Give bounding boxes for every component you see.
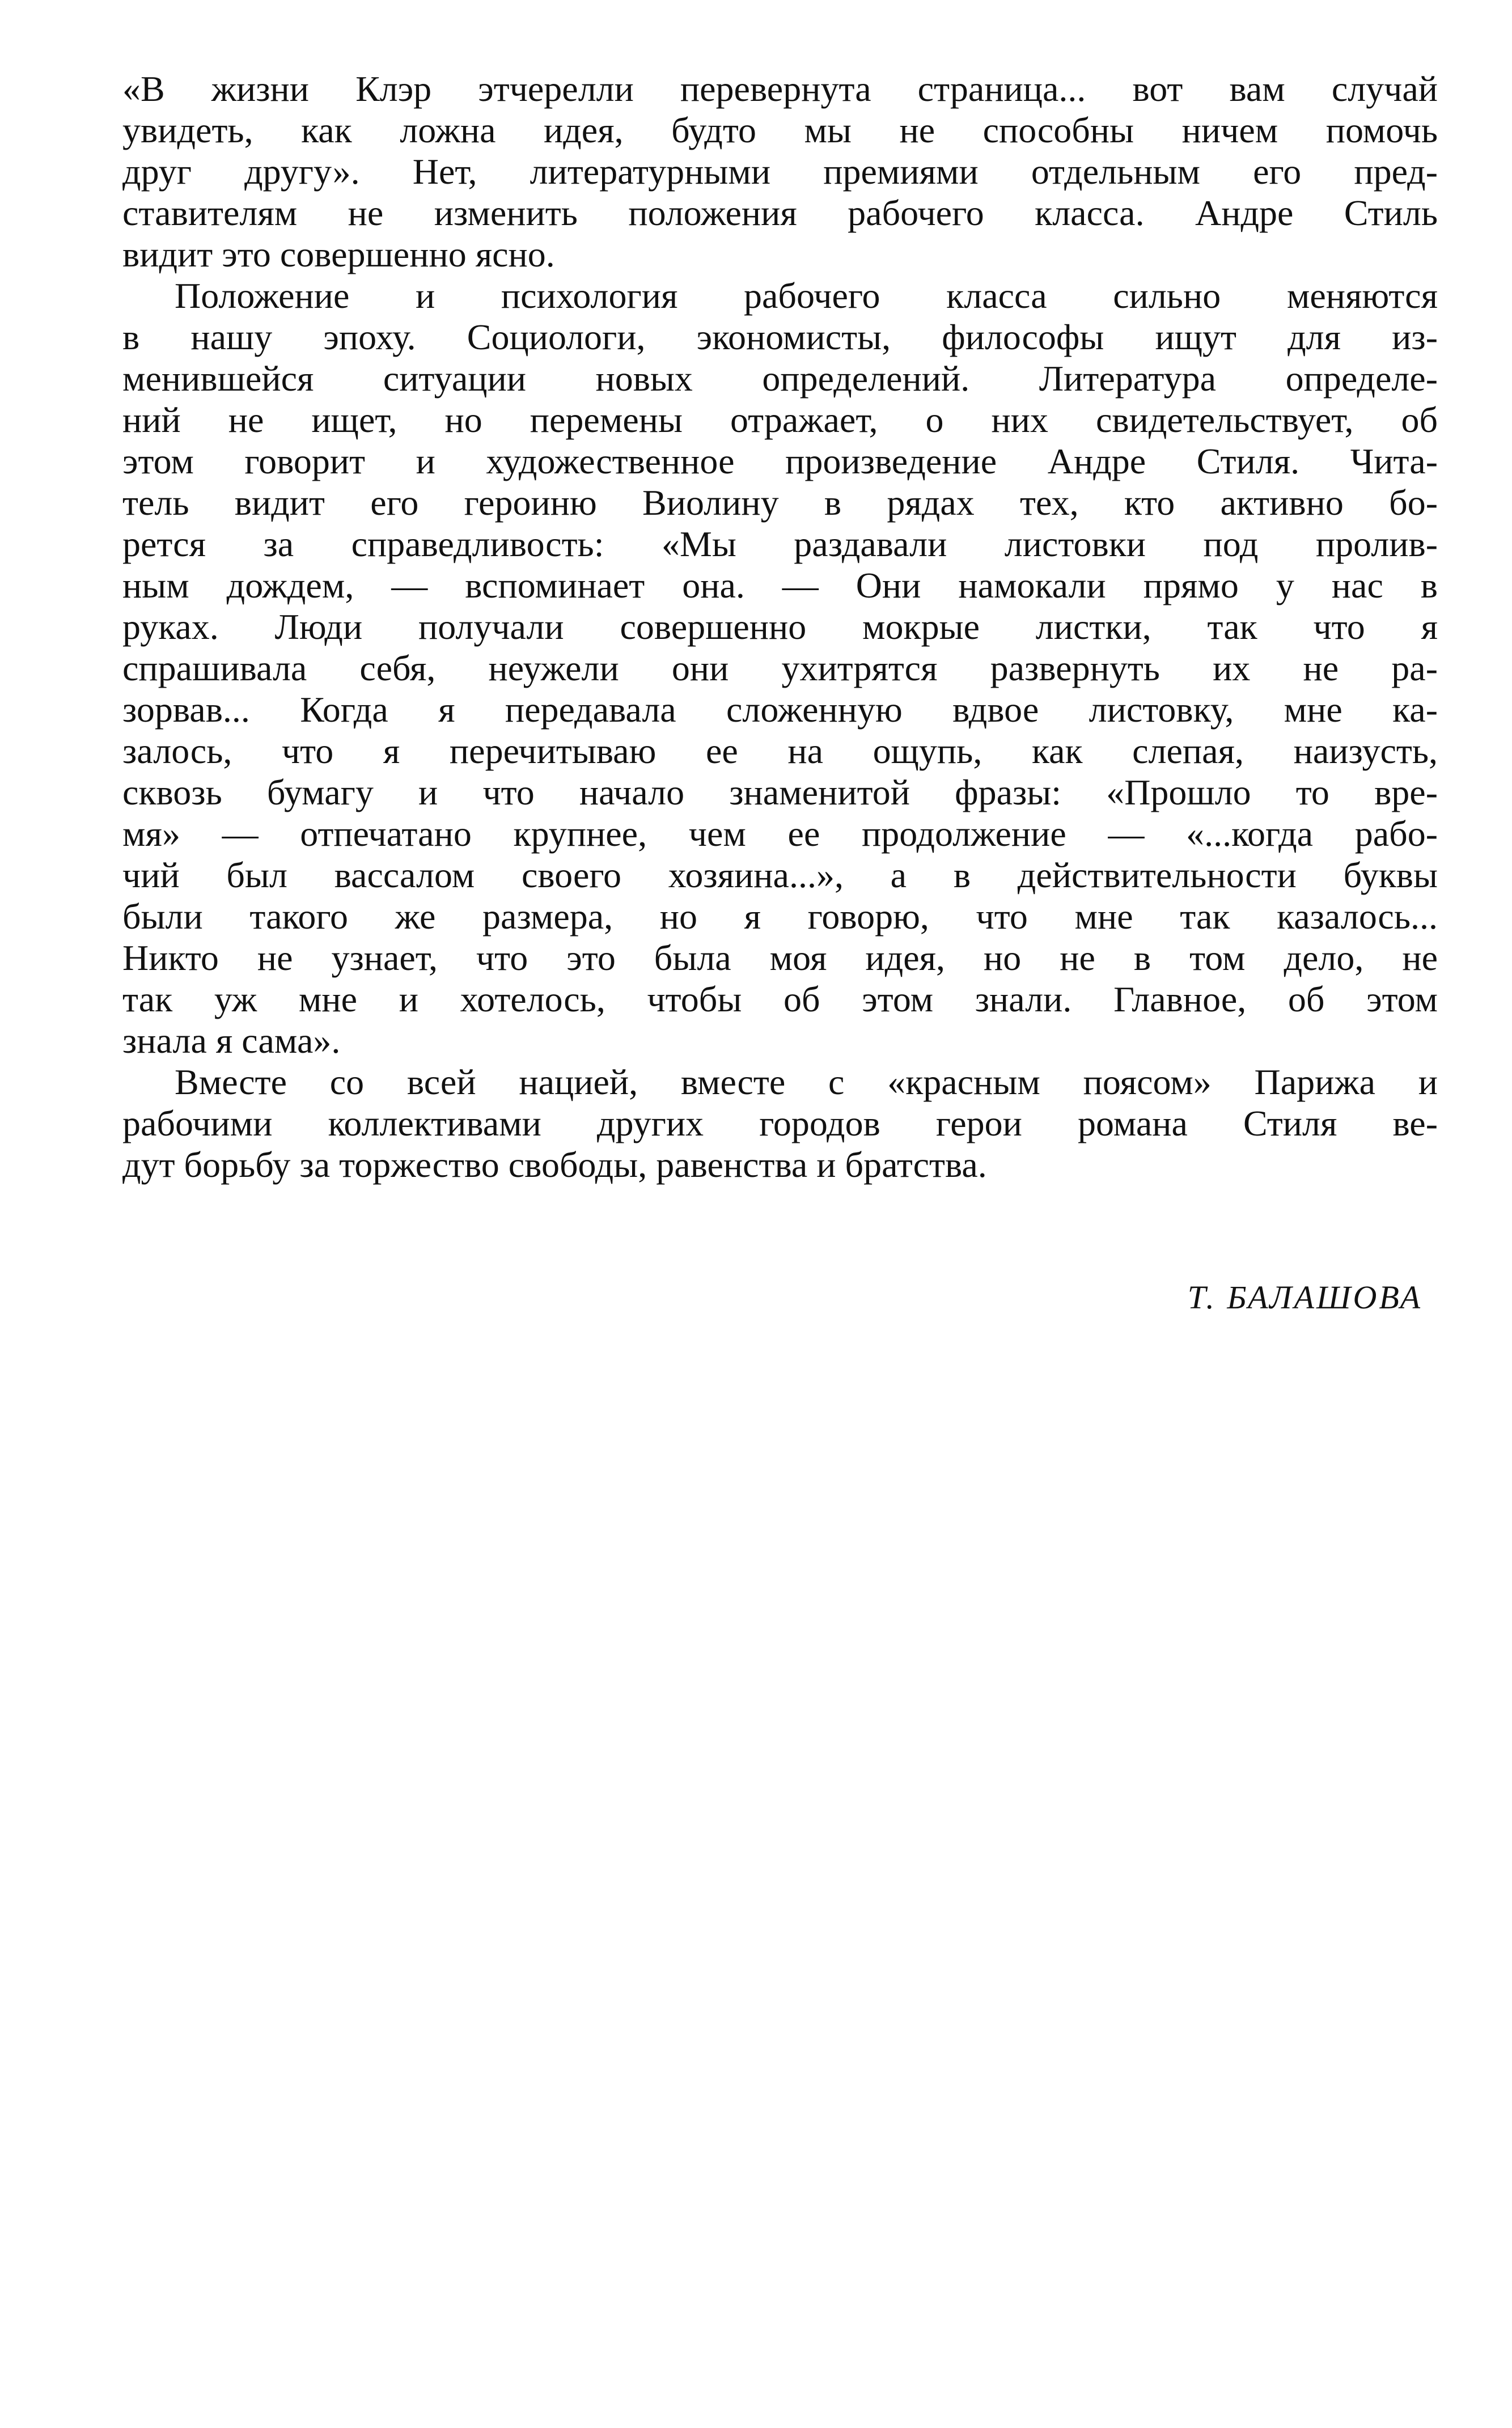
text-line: видит это совершенно ясно. [122, 234, 555, 274]
text-line: чий был вассалом своего хозяина...», а в действительности буквы [122, 855, 1438, 895]
paragraph-2 [122, 275, 1438, 1061]
text-line: сквозь бумагу и что начало знаменитой фразы: «Прошло то вре- [122, 772, 1438, 812]
text-line: так уж мне и хотелось, чтобы об этом знали. Главное, об этом [122, 979, 1438, 1019]
text-line: Положение и психология рабочего класса сильно меняются [175, 276, 1438, 316]
article-body [122, 68, 1438, 1185]
text-line: Вместе со всей нацией, вместе с «красным поясом» Парижа и [175, 1062, 1438, 1102]
paragraph-3 [122, 1061, 1438, 1185]
text-line: зорвав... Когда я передавала сложенную вдвое листовку, мне ка- [122, 689, 1438, 730]
text-line: Никто не узнает, что это была моя идея, но не в том дело, не [122, 938, 1438, 978]
text-line: увидеть, как ложна идея, будто мы не способны ничем помочь [122, 110, 1438, 150]
text-line: были такого же размера, но я говорю, что мне так казалось... [122, 896, 1438, 937]
text-line: знала я сама». [122, 1020, 341, 1061]
author-signature: Т. БАЛАШОВА [1187, 1279, 1422, 1316]
text-line: мя» — отпечатано крупнее, чем ее продолжение — «...когда рабо- [122, 813, 1438, 854]
text-line: менившейся ситуации новых определений. Литература определе- [122, 358, 1438, 399]
text-line: залось, что я перечитываю ее на ощупь, как слепая, наизусть, [122, 731, 1438, 771]
text-line: дут борьбу за торжество свободы, равенства и братства. [122, 1145, 987, 1185]
text-line: друг другу». Нет, литературными премиями отдельным его пред- [122, 151, 1438, 192]
text-line: ным дождем, — вспоминает она. — Они намокали прямо у нас в [122, 565, 1438, 605]
text-line: ний не ищет, но перемены отражает, о них свидетельствует, об [122, 400, 1438, 440]
text-line: руках. Люди получали совершенно мокрые листки, так что я [122, 607, 1438, 647]
text-line: «В жизни Клэр этчерелли перевернута страница... вот вам случай [122, 69, 1438, 109]
text-line: тель видит его героиню Виолину в рядах тех, кто активно бо- [122, 482, 1438, 523]
text-line: в нашу эпоху. Социологи, экономисты, философы ищут для из- [122, 317, 1438, 357]
text-line: ставителям не изменить положения рабочего класса. Андре Стиль [122, 193, 1438, 233]
paragraph-1 [122, 68, 1438, 275]
text-line: рется за справедливость: «Мы раздавали листовки под пролив- [122, 524, 1438, 564]
text-line: спрашивала себя, неужели они ухитрятся развернуть их не ра- [122, 648, 1438, 688]
text-line: этом говорит и художественное произведение Андре Стиля. Чита- [122, 441, 1438, 481]
text-line: рабочими коллективами других городов герои романа Стиля ве- [122, 1103, 1438, 1143]
